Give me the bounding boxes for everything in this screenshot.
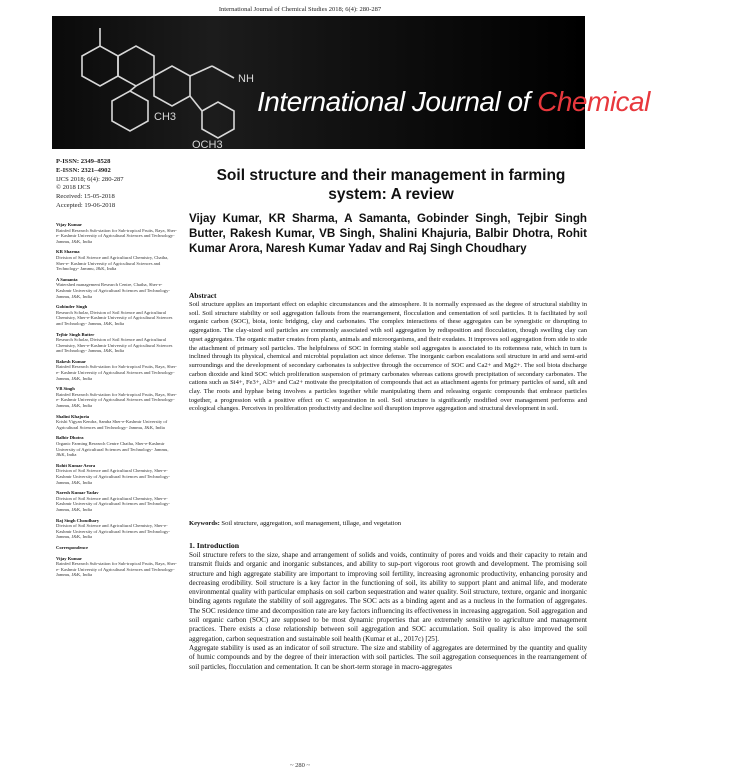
affiliation-text: Rainfed Research Sub-station for Sub-tropical Fruits, Raya, Sher-e- Kashmir University of Agricultural Sciences and Technology- Jammu, J&K, India bbox=[56, 364, 177, 381]
journal-title: International Journal of Chemical Studies bbox=[257, 86, 747, 117]
affiliation-text: Rainfed Research Sub-station for Sub-tropical Fruits, Raya, Sher-e- Kashmir University of Agricultural Sciences and Technology- Jammu, J&K, India bbox=[56, 227, 177, 244]
affiliation-name: Tejbir Singh Butter bbox=[56, 331, 95, 337]
affiliation-name: Rakesh Kumar bbox=[56, 358, 86, 364]
svg-text:OCH3: OCH3 bbox=[192, 139, 223, 151]
abstract-heading: Abstract bbox=[189, 291, 217, 300]
affiliation-name: Vijay Kumar bbox=[56, 222, 82, 227]
affiliation-name: Rohit Kumar Arora bbox=[56, 462, 96, 468]
affiliation-entry bbox=[56, 518, 178, 540]
affiliation-entry bbox=[56, 556, 178, 578]
affiliation-text: Research Scholar, Division of Soil Science and Agricultural Chemistry, Sher-e-Kashmir University of Agricultural Sciences and Technology- Jammu, J&K, India bbox=[56, 337, 173, 354]
affiliation-entry bbox=[56, 249, 178, 271]
affiliation-name: Shalini Khajuria bbox=[56, 413, 90, 419]
affiliation-name: Gobinder Singh bbox=[56, 304, 88, 310]
affiliation-text: Research Scholar, Division of Soil Science and Agricultural Chemistry, Sher-e-Kashmir University of Agricultural Sciences and Technology- Jammu, J&K, India bbox=[56, 309, 173, 326]
introduction-text bbox=[189, 551, 587, 672]
affiliation-text: Division of Soil Science and Agricultural Chemistry, Sher-e- Kashmir University of Agricultural Sciences and Technology- Jammu, J&K, India bbox=[56, 468, 170, 485]
intro-paragraph: Soil structure refers to the size, shape and arrangement of solids and voids, continuity of pores and voids and their capacity to retain and transmit fluids and organic and inorganic substances, and ability to sup-port vigorous root growth and development. The promising soil structure and high aggregate stability are important to improving soil fertility, increasing agronomic productivity, enhancing porosity and decreasing erodibility. Soil structure is a key factor in the functioning of soil, its ability to support plant and animal life, and moderate environmental quality with particular emphasis on soil carbon sequestration and water quality. Soil structure, texture, organic and inorganic binding agents regulate the stability of soil aggregates. The SOC acts as a binding agent and as a nucleus in the formation of aggregates. The SOC residence time and decomposition rate are key factors influencing its effectiveness in increasing aggregation. Soil aggregation and soil organic carbon (SOC) are supposed to be most dynamic properties that are extremely sensitive to agriculture and management practices. There exists a close relationship between soil aggregation and SOC accumulation. Soil quality is also improved the soil aggregation, carbon sequestration and sustainable soil health (Kumar et al., 2017c) [25]. bbox=[189, 551, 587, 643]
affiliation-text: Division of Soil Science and Agricultural Chemistry, Sher-e- Kashmir University of Agricultural Sciences and Technology- Jammu, J&K, India bbox=[56, 523, 170, 540]
affiliation-entry bbox=[56, 463, 178, 485]
affiliation-text: Watershed management Research Centre, Chatha, Sher-e-Kashmir University of Agricultural Sciences and Technology- Jammu, J&K, India bbox=[56, 282, 170, 299]
abstract-text: Soil structure applies an important effect on edaphic circumstances and the atmosphere. It is normally expressed as the degree of structural stability in soil. Soil structure stability or soil aggregation fallouts from the rearrangement, flocculation and cementation of soil particles. It is facilitated by soil organic carbon (SOC), biota, ionic bridging, clay and carbonates. The complex interactions of these aggregates can be synergistic or disrupting to aggregation. The clay-sized soil particles are commonly associated with soil aggregation by redisposition and flocculation, though swelling clay can upset aggregates. The organic matter creates from plants, animals and microorganisms, and their exudates. It improves soil aggregation from side to side the attachment of primary soil particles. The helpfulness of SOC in forming stable soil aggregates is associated to its rottenness rate, which in turn is inclined through its physical, chemical and microbial population act since defense. The inorganic carbon escalations soil structure in arid and semi-arid surroundings and the development of secondary carbonates is subjective through the occurrence of SOC and Ca2+ and Mg2+. The soil biota discharge carbon dioxide and kind SOC which proliferation suspension of primary carbonates whereas cations growth precipitation of secondary carbonates. The cations such as Si4+, Fe3+, Al3+ and Ca2+ motivate the precipitation of compounds that act as attachment agents for primary particles of sand, silt and clay. The roots and hyphae being involves a particles together while manipulating them and releasing organic compounds that embrace particles together, a progression with a positive effect on C sequestration in soil. Soil structure is significantly modified over management performs and ecological changes. Perceives in proliferation productivity and decline soil disruption improve aggregation and structural development in soil. bbox=[189, 301, 587, 413]
affiliation-text: Krishi Vigyan Kendra, Samba Sher-e-Kashmir University of Agricultural Sciences and Technology- Jammu, J&K, India bbox=[56, 419, 168, 430]
affiliation-entry bbox=[56, 435, 178, 457]
journal-banner bbox=[52, 16, 747, 151]
page-number: ~ 280 ~ bbox=[289, 762, 311, 769]
publication-meta bbox=[56, 158, 176, 211]
meta-line: IJCS 2018; 6(4): 280-287 bbox=[56, 175, 124, 183]
affiliation-entry bbox=[56, 222, 178, 244]
meta-line: E-ISSN: 2321–4902 bbox=[56, 166, 111, 174]
author-list: Vijay Kumar, KR Sharma, A Samanta, Gobinder Singh, Tejbir Singh Butter, Rakesh Kumar, VB Singh, Shalini Khajuria, Balbir Dhotra, Rohit Kumar Arora, Naresh Kumar Yadav and Raj Singh Choudhary bbox=[189, 212, 587, 256]
affiliation-entry bbox=[56, 359, 178, 381]
svg-text:NH: NH bbox=[238, 73, 254, 85]
affiliation-name: A Samanta bbox=[56, 276, 78, 282]
affiliation-text: Division of Soil Science and Agricultural Chemistry, Chatha, Sher-e- Kashmir University of Agricultural Sciences and Technology- Jammu, J&K, India bbox=[56, 254, 169, 272]
keywords-label: Keywords: bbox=[189, 520, 220, 527]
intro-paragraph: Aggregate stability is used as an indicator of soil structure. The size and stability of aggregates are determined by the quantity and quality of humic compounds and by the degree of their interaction with soil particles. The soil aggregation consequences in the rearrangement of soil particles, flocculation and cementation. It can be short-term storage in macro-aggregates bbox=[189, 643, 587, 671]
affiliation-name: VB Singh bbox=[56, 386, 75, 392]
paper-title: Soil structure and their management in farming system: A review bbox=[216, 167, 566, 203]
affiliation-name: Vijay Kumar bbox=[56, 555, 82, 561]
affiliation-name: Raj Singh Choudhary bbox=[56, 517, 100, 523]
affiliation-entry bbox=[56, 277, 178, 299]
meta-line: P-ISSN: 2349–8528 bbox=[56, 158, 111, 165]
affiliation-entry bbox=[56, 332, 178, 354]
section-heading: 1. Introduction bbox=[189, 541, 240, 550]
affiliation-entry bbox=[56, 386, 178, 408]
affiliation-entry bbox=[56, 414, 178, 431]
affiliation-name: Correspondence bbox=[56, 544, 89, 550]
meta-line: Received: 15-05-2018 bbox=[56, 193, 115, 201]
keywords bbox=[189, 520, 587, 527]
affiliation-entry bbox=[56, 545, 178, 551]
affiliation-entry bbox=[56, 490, 178, 512]
chemical-structure-logo bbox=[52, 16, 585, 149]
affiliation-name: Naresh Kumar Yadav bbox=[56, 490, 99, 496]
meta-line: © 2018 IJCS bbox=[56, 184, 91, 192]
keywords-text: Soil structure, aggregation, soil management, tillage, and vegetation bbox=[219, 520, 402, 527]
running-head: International Journal of Chemical Studies 2018; 6(4): 280-287 bbox=[218, 6, 382, 13]
meta-line: Accepted: 19-06-2018 bbox=[56, 201, 116, 209]
affiliation-text: Division of Soil Science and Agricultural Chemistry, Sher-e- Kashmir University of Agricultural Sciences and Technology- Jammu, J&K, India bbox=[56, 495, 170, 512]
affiliation-name: KR Sharma bbox=[56, 249, 80, 255]
svg-text:CH3: CH3 bbox=[154, 111, 177, 123]
author-affiliations bbox=[56, 222, 178, 583]
affiliation-text: Rainfed Research Sub-station for Sub-tropical Fruits, Raya, Sher-e- Kashmir University of Agricultural Sciences and Technology- Jammu, J&K, India bbox=[56, 561, 177, 578]
affiliation-text: Organic Farming Research Centre Chatha, Sher-e-Kashmir University of Agricultural Sciences and Technology- Jammu, J&K, India bbox=[56, 441, 169, 458]
affiliation-name: Balbir Dhotra bbox=[56, 435, 84, 441]
affiliation-text: Rainfed Research Sub-station for Sub-tropical Fruits, Raya, Sher-e- Kashmir University of Agricultural Sciences and Technology- Jammu, J&K, India bbox=[56, 391, 177, 409]
affiliation-entry bbox=[56, 304, 178, 326]
